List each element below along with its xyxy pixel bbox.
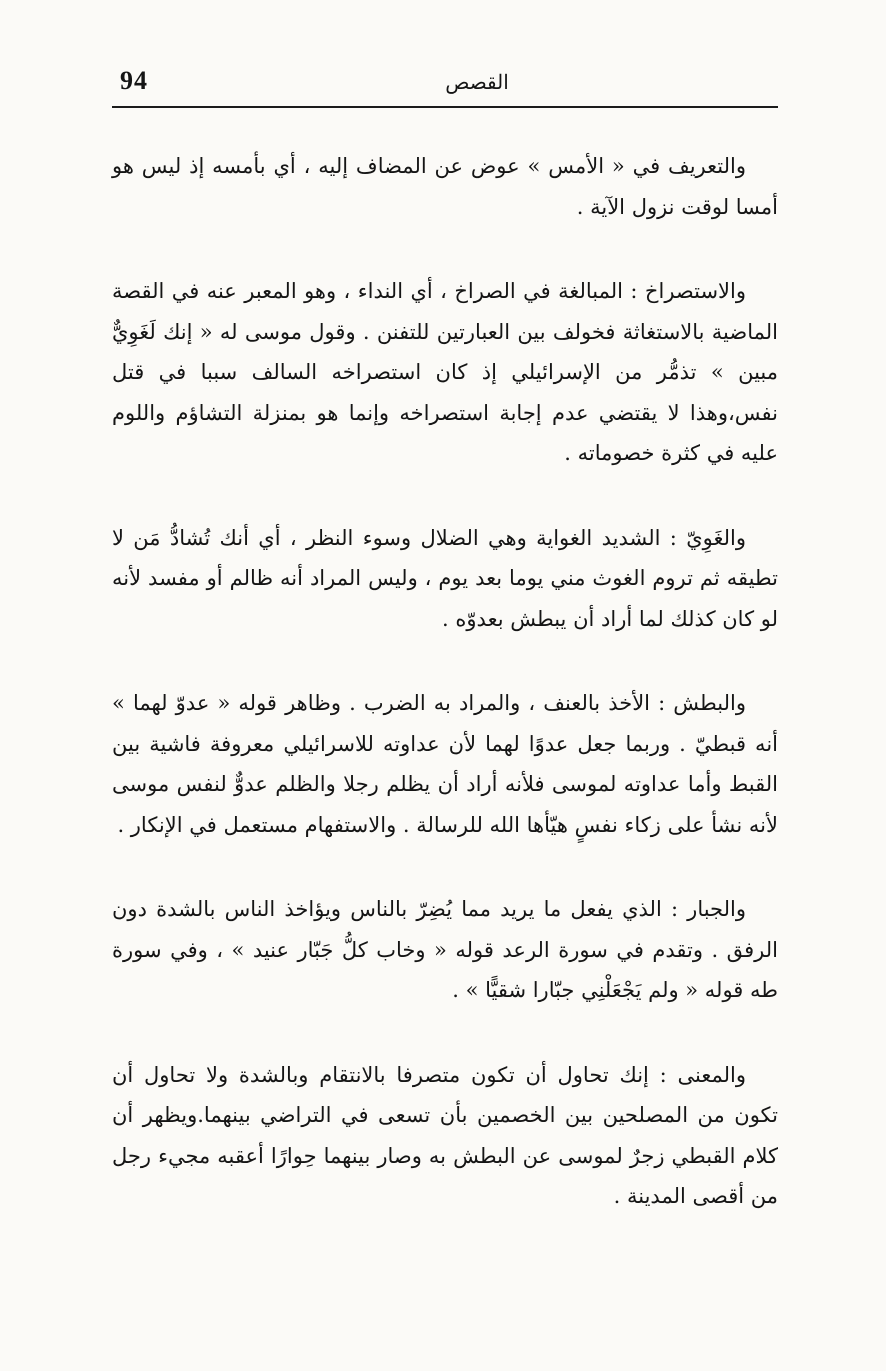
- page-header: [112, 64, 778, 108]
- header-rule: [112, 106, 778, 108]
- body-text: [112, 146, 778, 1261]
- paragraph-ghawiy: والغَوِيّ : الشديد الغواية وهي الضلال وسوء النظر ، أي أنك تُشادُّ مَن لا تطيقه ثم تروم الغوث مني يوما بعد يوم ، وليس المراد أنه ظالم أو مفسد لأنه لو كان كذلك لما أراد أن يبطش بعدوّه .: [112, 525, 778, 631]
- paragraph-amss: والتعريف في « الأمس » عوض عن المضاف إليه ، أي بأمسه إذ ليس هو أمسا لوقت نزول الآية .: [112, 154, 778, 219]
- paragraph-maana: والمعنى : إنك تحاول أن تكون متصرفا بالانتقام وبالشدة ولا تحاول أن تكون من المصلحين بين الخصمين بأن تسعى في التراضي بينهما.ويظهر أن كلام القبطي زجرٌ لموسى عن البطش به وصار بينهما حِوارًا أعقبه مجيء رجل من أقصى المدينة .: [112, 1062, 778, 1208]
- paragraph-jabbar: والجبار : الذي يفعل ما يريد مما يُضِرّ بالناس ويؤاخذ الناس بالشدة دون الرفق . وتقدم في سورة الرعد قوله « وخاب كلُّ جَبّار عنيد » ، وفي سورة طه قوله « ولم يَجْعَلْنِي جبّارا شقيًّا » .: [112, 897, 778, 1002]
- running-title: القصص: [445, 70, 509, 94]
- paragraph-istisrakh: والاستصراخ : المبالغة في الصراخ ، أي النداء ، وهو المعبر عنه في القصة الماضية بالاستغاثة فخولف بين العبارتين للتفنن . وقول موسى له « إنك لَغَوِيٌّ مبين » تذمُّر من الإسرائيلي إذ كان استصراخه السالف سببا في قتل نفس،وهذا لا يقتضي عدم إجابة استصراخه وإنما هو بمنزلة التشاؤم واللوم عليه في كثرة خصوماته .: [112, 279, 778, 465]
- paragraph-batsh: والبطش : الأخذ بالعنف ، والمراد به الضرب . وظاهر قوله « عدوّ لهما » أنه قبطيّ . وربما جعل عدوًا لهما لأن عداوته للاسرائيلي معروفة فاشية بين القبط وأما عداوته لموسى فلأنه أراد أن يظلم رجلا والظلم عدوٌّ لنفس موسى لأنه نشأ على زكاء نفسٍ هيّأها الله للرسالة . والاستفهام مستعمل في الإنكار .: [112, 691, 778, 837]
- page-number: 94: [120, 66, 148, 95]
